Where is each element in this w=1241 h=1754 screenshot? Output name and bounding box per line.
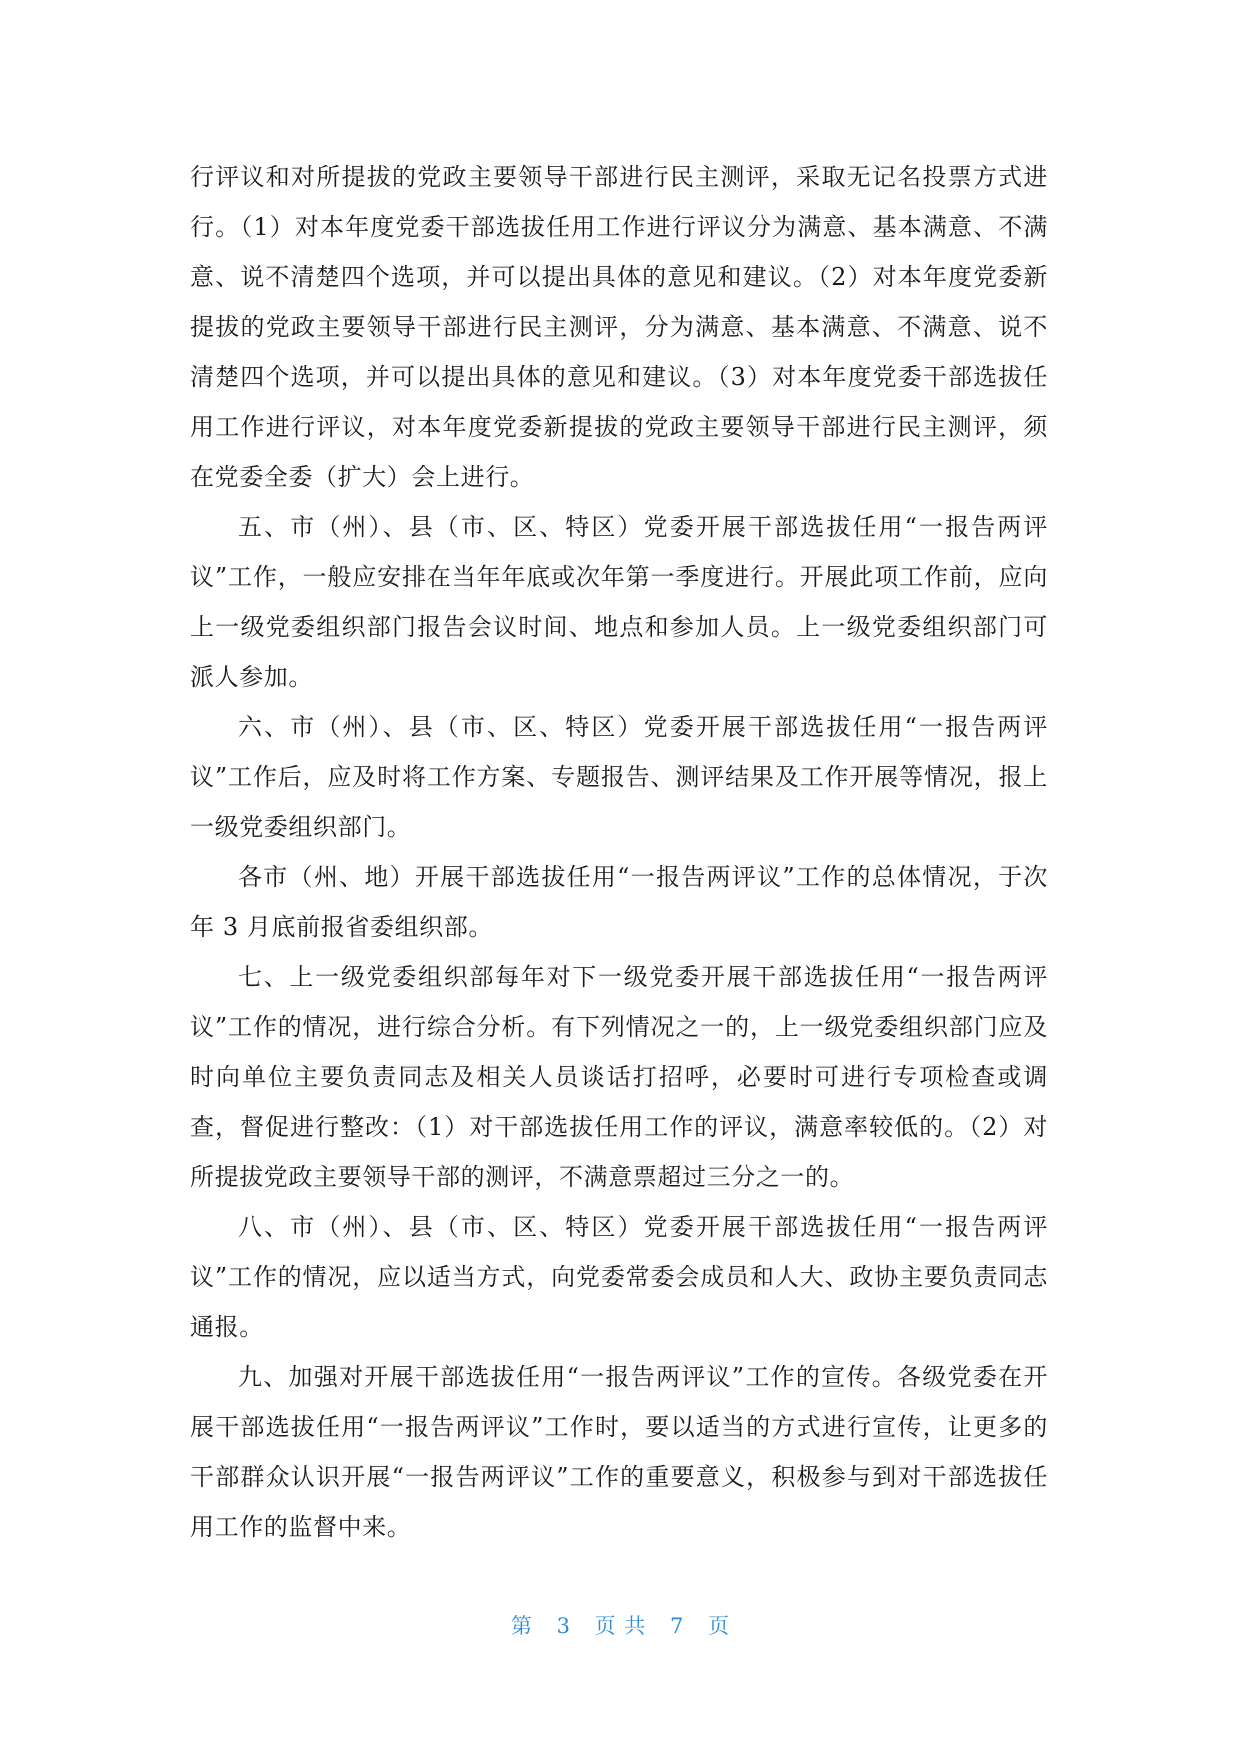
page-number-footer bbox=[0, 1610, 1241, 1640]
paragraph-item-5: 五、市（州）、县（市、区、特区）党委开展干部选拔任用“一报告两评议”工作，一般应安排在当年年底或次年第一季度进行。开展此项工作前，应向上一级党委组织部门报告会议时间、地点和参加人员。上一级党委组织部门可派人参加。 bbox=[190, 513, 1048, 691]
paragraph-continued-evaluation: 行评议和对所提拔的党政主要领导干部进行民主测评，采取无记名投票方式进行。（1）对本年度党委干部选拔任用工作进行评议分为满意、基本满意、不满意、说不清楚四个选项，并可以提出具体的意见和建议。（2）对本年度党委新提拔的党政主要领导干部进行民主测评，分为满意、基本满意、不满意、说不清楚四个选项，并可以提出具体的意见和建议。（3）对本年度党委干部选拔任用工作进行评议，对本年度党委新提拔的党政主要领导干部进行民主测评，须在党委全委（扩大）会上进行。 bbox=[190, 163, 1048, 491]
paragraph-item-6-note: 各市（州、地）开展干部选拔任用“一报告两评议”工作的总体情况，于次年 3 月底前报省委组织部。 bbox=[190, 863, 1048, 941]
paragraph-item-6: 六、市（州）、县（市、区、特区）党委开展干部选拔任用“一报告两评议”工作后，应及时将工作方案、专题报告、测评结果及工作开展等情况，报上一级党委组织部门。 bbox=[190, 713, 1048, 841]
current-page-number: 3 bbox=[556, 1614, 571, 1638]
total-page-count: 7 bbox=[670, 1614, 685, 1638]
paragraph-item-8: 八、市（州）、县（市、区、特区）党委开展干部选拔任用“一报告两评议”工作的情况，应以适当方式，向党委常委会成员和人大、政协主要负责同志通报。 bbox=[190, 1213, 1048, 1341]
footer-middle: 页 共 bbox=[594, 1614, 647, 1638]
document-body bbox=[190, 152, 1048, 1552]
footer-suffix: 页 bbox=[708, 1614, 731, 1638]
footer-prefix: 第 bbox=[510, 1614, 533, 1638]
paragraph-item-9: 九、加强对开展干部选拔任用“一报告两评议”工作的宣传。各级党委在开展干部选拔任用“一报告两评议”工作时，要以适当的方式进行宣传，让更多的干部群众认识开展“一报告两评议”工作的重要意义，积极参与到对干部选拔任用工作的监督中来。 bbox=[190, 1363, 1048, 1541]
paragraph-item-7: 七、上一级党委组织部每年对下一级党委开展干部选拔任用“一报告两评议”工作的情况，进行综合分析。有下列情况之一的，上一级党委组织部门应及时向单位主要负责同志及相关人员谈话打招呼，必要时可进行专项检查或调查，督促进行整改：（1）对干部选拔任用工作的评议，满意率较低的。（2）对所提拔党政主要领导干部的测评，不满意票超过三分之一的。 bbox=[190, 963, 1048, 1191]
